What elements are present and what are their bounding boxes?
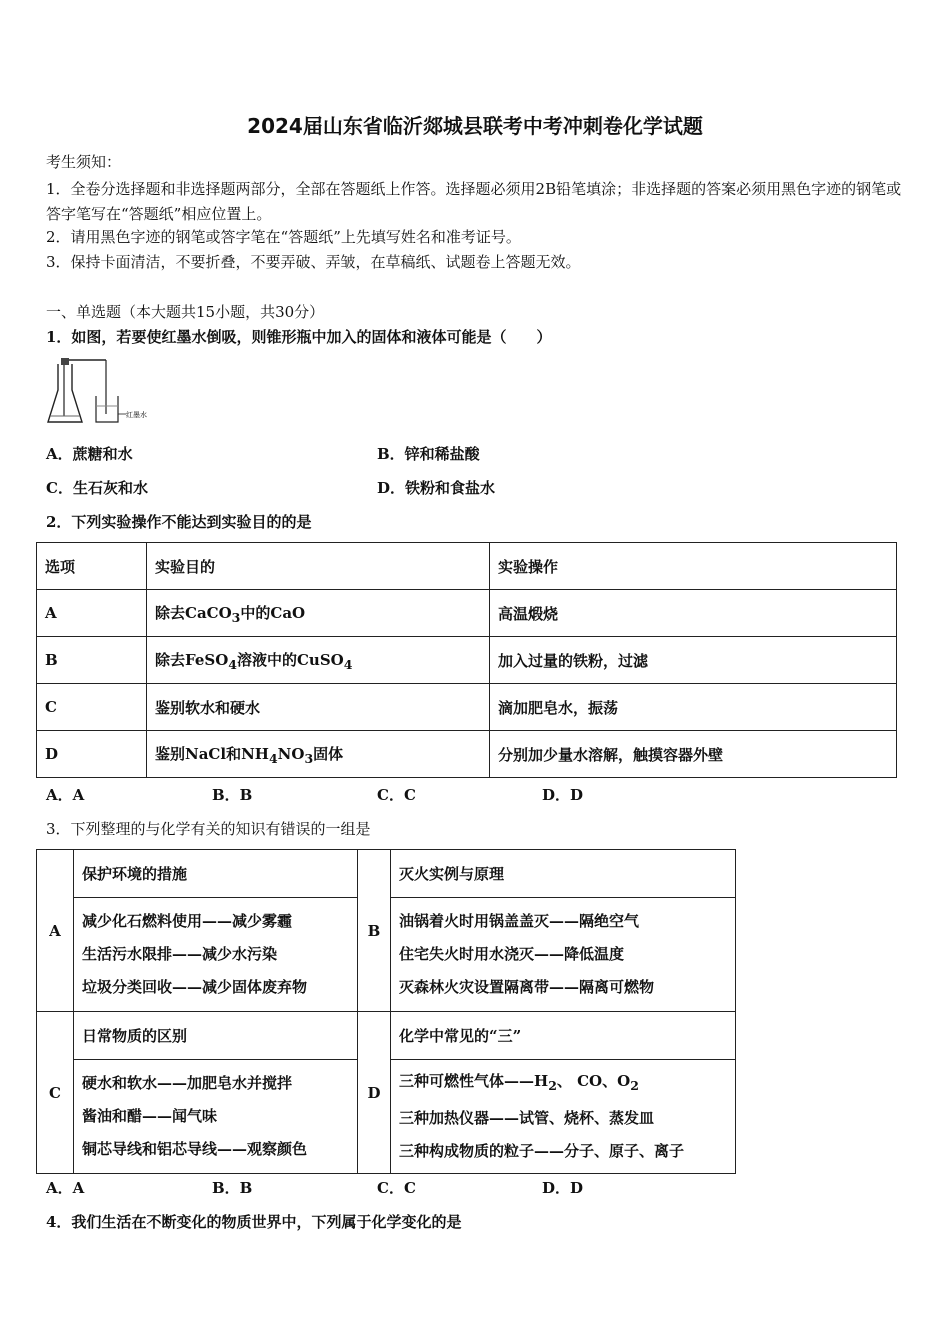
q2-option-d[interactable]: D．D xyxy=(542,786,584,804)
q3-b-head: 灭火实例与原理 xyxy=(391,850,736,898)
q2-header-option: 选项 xyxy=(37,543,147,590)
q3-d-head: 化学中常见的“三” xyxy=(391,1012,736,1060)
q2-header-operation: 实验操作 xyxy=(490,543,897,590)
q3-option-b[interactable]: B．B xyxy=(212,1179,253,1197)
q2-option-c[interactable]: C．C xyxy=(377,786,416,804)
q2-row-a-operation: 高温煅烧 xyxy=(490,590,897,637)
q2-row-c-option: C xyxy=(37,684,147,731)
table-row xyxy=(37,731,897,778)
q1-apparatus-figure xyxy=(44,356,154,432)
q3-a-content: 减少化石燃料使用——减少雾霾 生活污水限排——减少水污染 垃圾分类回收——减少固体废弃物 xyxy=(74,898,358,1012)
notice-heading: 考生须知： xyxy=(46,153,122,171)
q2-row-a-option: A xyxy=(37,590,147,637)
q2-row-d-option: D xyxy=(37,731,147,778)
q3-table xyxy=(36,849,736,1174)
q2-option-a[interactable]: A．A xyxy=(46,786,85,804)
q3-label-b: B xyxy=(358,850,391,1012)
q1-figure-label: 红墨水 xyxy=(126,411,147,419)
q3-option-d[interactable]: D．D xyxy=(542,1179,584,1197)
q3-stem: 3．下列整理的与化学有关的知识有错误的一组是 xyxy=(46,820,371,838)
q2-header-goal: 实验目的 xyxy=(147,543,490,590)
notice-item-1: 1．全卷分选择题和非选择题两部分，全部在答题纸上作答。选择题必须用2B铅笔填涂；非选择题的答案必须用黑色字迹的钢笔或答字笔写在“答题纸”相应位置上。 xyxy=(46,180,902,223)
q3-a-head: 保护环境的措施 xyxy=(74,850,358,898)
q3-c-head: 日常物质的区别 xyxy=(74,1012,358,1060)
q2-row-c-goal: 鉴别软水和硬水 xyxy=(147,684,490,731)
q1-option-d[interactable]: D．铁粉和食盐水 xyxy=(377,479,496,497)
q3-option-c[interactable]: C．C xyxy=(377,1179,416,1197)
table-row xyxy=(37,590,897,637)
table-row xyxy=(37,850,736,898)
notice-item-3: 3．保持卡面清洁，不要折叠，不要弄破、弄皱，在草稿纸、试题卷上答题无效。 xyxy=(46,253,581,271)
q3-b-content: 油锅着火时用锅盖盖灭——隔绝空气 住宅失火时用水浇灭——降低温度 灭森林火灾设置隔离带——隔离可燃物 xyxy=(391,898,736,1012)
notice-item-2: 2．请用黑色字迹的钢笔或答字笔在“答题纸”上先填写姓名和准考证号。 xyxy=(46,228,521,246)
q2-option-b[interactable]: B．B xyxy=(212,786,253,804)
table-row xyxy=(37,543,897,590)
q4-stem: 4．我们生活在不断变化的物质世界中，下列属于化学变化的是 xyxy=(46,1213,462,1231)
q3-c-content: 硬水和软水——加肥皂水并搅拌 酱油和醋——闻气味 铜芯导线和铝芯导线——观察颜色 xyxy=(74,1060,358,1174)
table-row xyxy=(37,637,897,684)
q2-row-b-option: B xyxy=(37,637,147,684)
page-title: 2024届山东省临沂郯城县联考中考冲刺卷化学试题 xyxy=(247,114,703,138)
q2-row-a-goal: 除去CaCO$_3$中的CaO xyxy=(147,590,490,637)
q3-d-content: 三种可燃性气体$——H_2$、 CO、$O_2$ 三种加热仪器——试管、烧杯、蒸发皿 三种构成物质的粒子——分子、原子、离子 xyxy=(391,1060,736,1174)
q2-row-d-goal: 鉴别NaCl和$NH_4NO_3$固体 xyxy=(147,731,490,778)
q1-stem: 1．如图，若要使红墨水倒吸，则锥形瓶中加入的固体和液体可能是（ ） xyxy=(46,328,552,346)
q2-row-b-goal: 除去FeSO$_4$溶液中的CuSO$_4$ xyxy=(147,637,490,684)
q2-table xyxy=(36,542,897,778)
q1-option-c[interactable]: C．生石灰和水 xyxy=(46,479,148,497)
q3-label-a: A xyxy=(37,850,74,1012)
section-heading: 一、单选题（本大题共15小题，共30分） xyxy=(46,303,325,321)
q2-row-c-operation: 滴加肥皂水，振荡 xyxy=(490,684,897,731)
q1-option-a[interactable]: A．蔗糖和水 xyxy=(46,445,133,463)
table-row xyxy=(37,1012,736,1060)
q3-option-a[interactable]: A．A xyxy=(46,1179,85,1197)
q2-row-b-operation: 加入过量的铁粉，过滤 xyxy=(490,637,897,684)
table-row xyxy=(37,684,897,731)
q2-row-d-operation: 分别加少量水溶解，触摸容器外壁 xyxy=(490,731,897,778)
q1-option-b[interactable]: B．锌和稀盐酸 xyxy=(377,445,480,463)
q2-stem: 2．下列实验操作不能达到实验目的的是 xyxy=(46,513,312,531)
q3-label-c: C xyxy=(37,1012,74,1174)
q3-label-d: D xyxy=(358,1012,391,1174)
